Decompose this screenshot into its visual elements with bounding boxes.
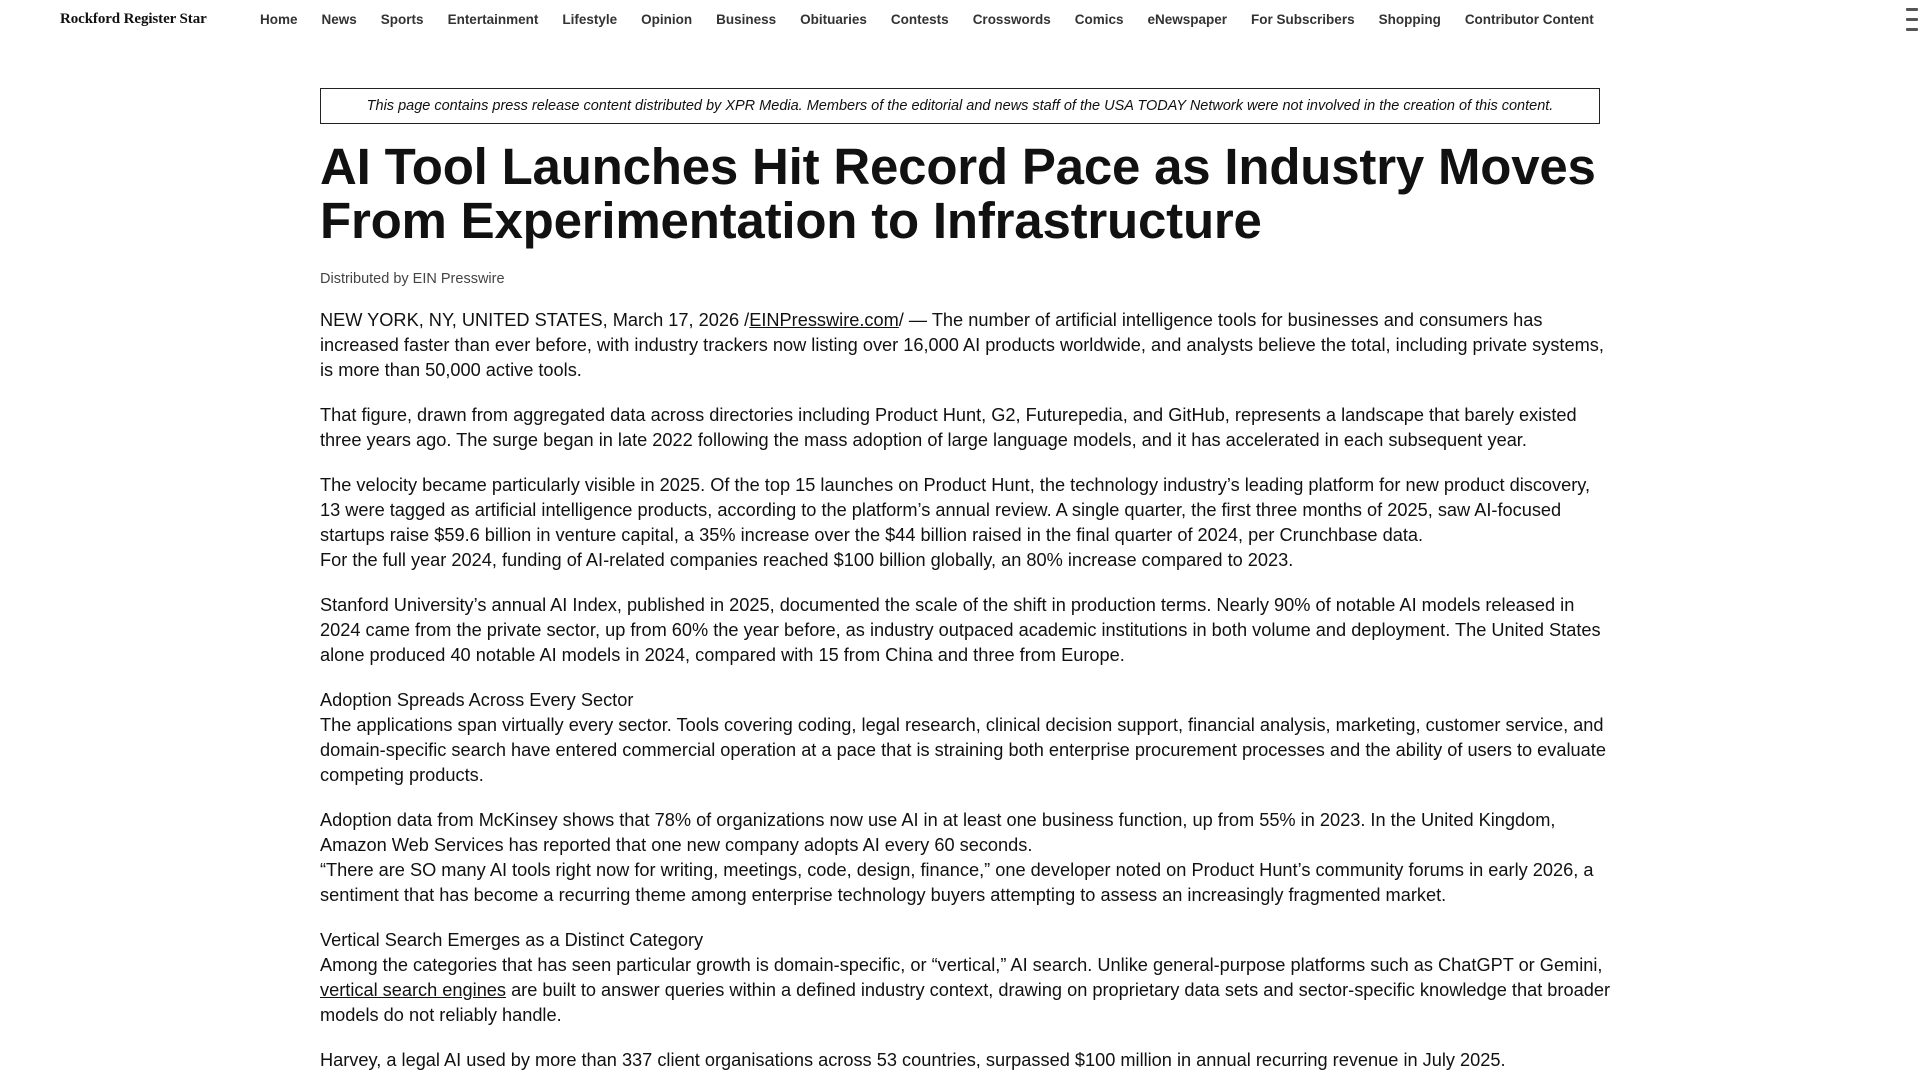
- nav-item-enewspaper[interactable]: eNewspaper: [1147, 12, 1228, 27]
- nav-item-lifestyle[interactable]: Lifestyle: [562, 12, 618, 27]
- disclaimer-text: This page contains press release content distributed by XPR Media. Members of the editorial and news staff of the USA TODAY Network were not involved in the creation of this content.: [366, 98, 1554, 114]
- nav-links: [260, 12, 1618, 27]
- nav-item-comics[interactable]: Comics: [1074, 12, 1124, 27]
- paragraph: The velocity became particularly visible in 2025. Of the top 15 launches on Product Hunt, the technology industry’s leading platform for new product discovery, 13 were tagged as artificial intelligence products, according to the platform’s annual review. A single quarter, the first three months of 2025, saw AI-focused startups raise $59.6 billion in venture capital, a 35% increase over the $44 billion raised in the final quarter of 2024, per Crunchbase data. For the full year 2024, funding of AI-related companies reached $100 billion globally, an 80% increase compared to 2023.: [320, 475, 1591, 570]
- nav-item-opinion[interactable]: Opinion: [641, 12, 693, 27]
- nav-item-home[interactable]: Home: [260, 12, 298, 27]
- article-byline: Distributed by EIN Presswire: [320, 271, 505, 287]
- nav-item-sports[interactable]: Sports: [380, 12, 424, 27]
- nav-item-shopping[interactable]: Shopping: [1378, 12, 1441, 27]
- nav-item-crosswords[interactable]: Crosswords: [972, 12, 1051, 27]
- paragraph: That figure, drawn from aggregated data across directories including Product Hunt, G2, Futurepedia, and GitHub, represents a landscape that barely existed three years ago. The surge began in late 2022 following the mass adoption of large language models, and it has accelerated in each subsequent year.: [320, 405, 1577, 450]
- nav-item-business[interactable]: Business: [716, 12, 777, 27]
- paragraph: Adoption Spreads Across Every Sector The applications span virtually every sector. Tools covering coding, legal research, clinical decision support, financial analysis, marketing, customer service, and domain-specific search have entered commercial operation at a pace that is straining both enterprise procurement processes and the ability of users to evaluate competing products.: [320, 688, 1610, 788]
- einpresswire-link[interactable]: EINPresswire.com: [749, 310, 899, 330]
- section-heading: Vertical Search Emerges as a Distinct Category: [320, 930, 704, 950]
- nav-item-news[interactable]: News: [321, 12, 357, 27]
- press-release-disclaimer: [320, 88, 1600, 124]
- article-headline: AI Tool Launches Hit Record Pace as Industry Moves From Experimentation to Infrastructure: [320, 138, 1596, 249]
- section-heading: Adoption Spreads Across Every Sector: [320, 690, 634, 710]
- paragraph: Adoption data from McKinsey shows that 78% of organizations now use AI in at least one business function, up from 55% in 2023. In the United Kingdom, Amazon Web Services has reported that one new company adopts AI every 60 seconds. “There are SO many AI tools right now for writing, meetings, code, design, finance,” one developer noted on Product Hunt’s community forums in early 2026, a sentiment that has become a recurring theme among enterprise technology buyers attempting to assess an increasingly fragmented market.: [320, 810, 1594, 905]
- vertical-search-engines-link[interactable]: vertical search engines: [320, 980, 507, 1000]
- paragraph: Vertical Search Emerges as a Distinct Category Among the categories that has seen particular growth is domain-specific, or “vertical,” AI search. Unlike general-purpose platforms such as ChatGPT or Gemini, vertical search engines are built to answer queries within a defined industry context, drawing on proprietary data sets and sector-specific knowledge that broader models do not reliably handle.: [320, 930, 1611, 1025]
- paragraph: NEW YORK, NY, UNITED STATES, March 17, 2026 /EINPresswire.com/ — The number of artificial intelligence tools for businesses and consumers has increased faster than ever before, with industry trackers now listing over 16,000 AI products worldwide, and analysts believe the total, including private systems, is more than 50,000 active tools.: [320, 310, 1604, 380]
- nav-item-contributor-content[interactable]: Contributor Content: [1464, 12, 1594, 27]
- nav-item-obituaries[interactable]: Obituaries: [800, 12, 867, 27]
- more-menu-icon[interactable]: [1906, 8, 1920, 34]
- top-navigation: [0, 0, 1920, 40]
- paragraph: Stanford University’s annual AI Index, published in 2025, documented the scale of the shift in production terms. Nearly 90% of notable AI models released in 2024 came from the private sector, up from 60% the year before, as industry outpaced academic institutions in both volume and deployment. The United States alone produced 40 notable AI models in 2024, compared with 15 from China and three from Europe.: [320, 595, 1601, 665]
- nav-item-entertainment[interactable]: Entertainment: [447, 12, 539, 27]
- nav-item-for-subscribers[interactable]: For Subscribers: [1251, 12, 1355, 27]
- site-brand-logo[interactable]: Rockford Register Star: [60, 11, 207, 27]
- nav-item-contests[interactable]: Contests: [890, 12, 949, 27]
- article-body: [320, 308, 1610, 1080]
- paragraph: Harvey, a legal AI used by more than 337 client organisations across 53 countries, surpassed $100 million in annual recurring revenue in July 2025.: [320, 1050, 1506, 1070]
